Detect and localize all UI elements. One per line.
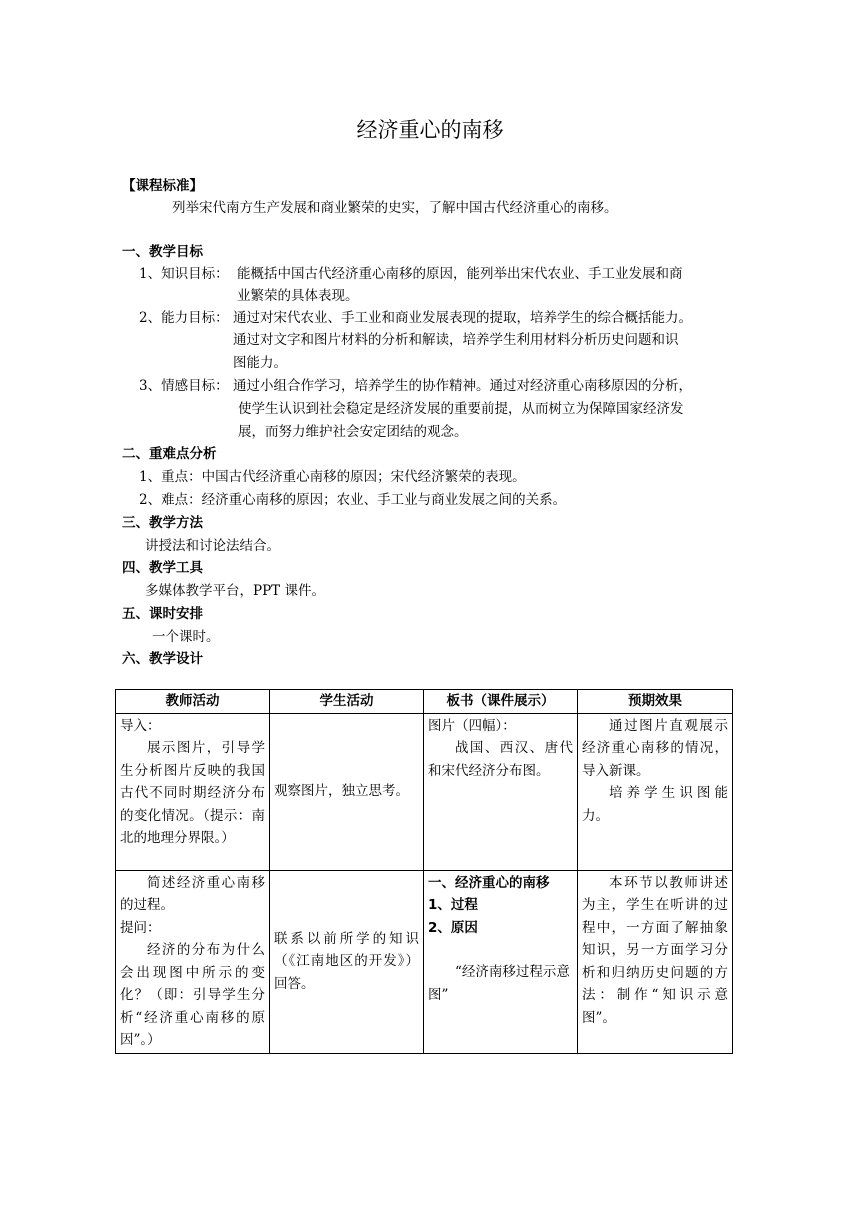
teacher-cell bbox=[116, 870, 270, 1053]
student-cell bbox=[270, 713, 424, 870]
cell-text: 图片（四幅）： bbox=[428, 717, 516, 734]
objective-3-line-2: 使学生认识到社会稳定是经济发展的重要前提，从而树立为保障国家经济发 bbox=[238, 401, 684, 417]
cell-text: 战国、西汉、唐代和宋代经济分布图。 bbox=[428, 740, 573, 779]
objective-3-line-1: 通过小组合作学习，培养学生的协作精神。通过对经济重心南移原因的分析， bbox=[233, 378, 692, 394]
keypoints-heading: 二、重难点分析 bbox=[122, 446, 217, 462]
schedule-text: 一个课时。 bbox=[152, 629, 220, 645]
keypoint-2: 2、难点：经济重心南移的原因；农业、手工业与商业发展之间的关系。 bbox=[139, 492, 567, 508]
cell-text: 培养学生识图能力。 bbox=[582, 785, 728, 824]
board-item-reason: 2、原因 bbox=[428, 919, 478, 936]
cell-text: 本环节以教师讲述为主，学生在听讲的过程中，一方面了解抽象知识，另一方面学习分析和归纳历史问题的方法：制作“知识示意图”。 bbox=[582, 874, 728, 1026]
column-header-student: 学生活动 bbox=[270, 690, 424, 714]
effect-cell bbox=[578, 870, 733, 1053]
teaching-design-table bbox=[115, 689, 733, 1054]
tools-text: 多媒体教学平台，PPT 课件。 bbox=[145, 583, 325, 599]
column-header-teacher: 教师活动 bbox=[116, 690, 270, 714]
cell-text: “经济南移过程示意图” bbox=[428, 964, 570, 1003]
methods-text: 讲授法和讨论法结合。 bbox=[145, 538, 280, 554]
cell-text: 通过图片直观展示经济重心南移的情况，导入新课。 bbox=[582, 717, 728, 779]
keypoint-1: 1、重点：中国古代经济重心南移的原因；宋代经济繁荣的表现。 bbox=[139, 469, 526, 485]
cell-text: 简述经济重心南移的过程。 bbox=[120, 874, 265, 913]
table-row bbox=[116, 713, 733, 870]
objectives-heading: 一、教学目标 bbox=[122, 244, 203, 260]
methods-heading: 三、教学方法 bbox=[122, 515, 203, 531]
column-header-board: 板书（课件展示） bbox=[424, 690, 578, 714]
cell-text: 经济的分布为什么会出现图中所示的变化？（即：引导学生分析“经济重心南移的原因”。） bbox=[120, 942, 265, 1048]
objective-3-label: 3、情感目标： bbox=[139, 378, 229, 394]
board-cell bbox=[424, 713, 578, 870]
schedule-heading: 五、课时安排 bbox=[122, 606, 203, 622]
objective-2-line-2: 通过对文字和图片材料的分析和解读，培养学生利用材料分析历史问题和识 bbox=[233, 332, 679, 348]
board-heading: 一、经济重心的南移 bbox=[428, 874, 550, 891]
standard-heading: 【课程标准】 bbox=[122, 178, 203, 194]
student-cell bbox=[270, 870, 424, 1053]
objective-3-line-3: 展，而努力维护社会安定团结的观念。 bbox=[238, 424, 468, 440]
objective-2-label: 2、能力目标： bbox=[139, 310, 229, 326]
page-title: 经济重心的南移 bbox=[356, 118, 504, 142]
objective-2-line-3: 图能力。 bbox=[233, 355, 287, 371]
tools-heading: 四、教学工具 bbox=[122, 560, 203, 576]
cell-text: 展示图片，引导学生分析图片反映的我国古代不同时期经济分布的变化情况。（提示：南北的地理分界限。） bbox=[120, 740, 265, 846]
cell-text: 导入： bbox=[120, 717, 161, 734]
teacher-cell bbox=[116, 713, 270, 870]
board-item-process: 1、过程 bbox=[428, 897, 478, 913]
standard-text: 列举宋代南方生产发展和商业繁荣的史实，了解中国古代经济重心的南移。 bbox=[172, 200, 618, 216]
table-header-row bbox=[116, 690, 733, 714]
column-header-effect: 预期效果 bbox=[578, 690, 733, 714]
cell-text: 观察图片，独立思考。 bbox=[274, 783, 409, 800]
cell-text: 联系以前所学的知识（《江南地区的开发》）回答。 bbox=[274, 930, 419, 992]
cell-text: 提问： bbox=[120, 919, 161, 936]
table-row bbox=[116, 870, 733, 1053]
objective-1-line-1: 能概括中国古代经济重心南移的原因，能列举出宋代农业、手工业发展和商 bbox=[237, 266, 683, 282]
objective-1-label: 1、知识目标： bbox=[139, 266, 229, 282]
objective-1-line-2: 业繁荣的具体表现。 bbox=[237, 288, 359, 304]
effect-cell bbox=[578, 713, 733, 870]
design-heading: 六、教学设计 bbox=[122, 651, 203, 667]
objective-2-line-1: 通过对宋代农业、手工业和商业发展表现的提取，培养学生的综合概括能力。 bbox=[233, 310, 692, 326]
board-cell bbox=[424, 870, 578, 1053]
